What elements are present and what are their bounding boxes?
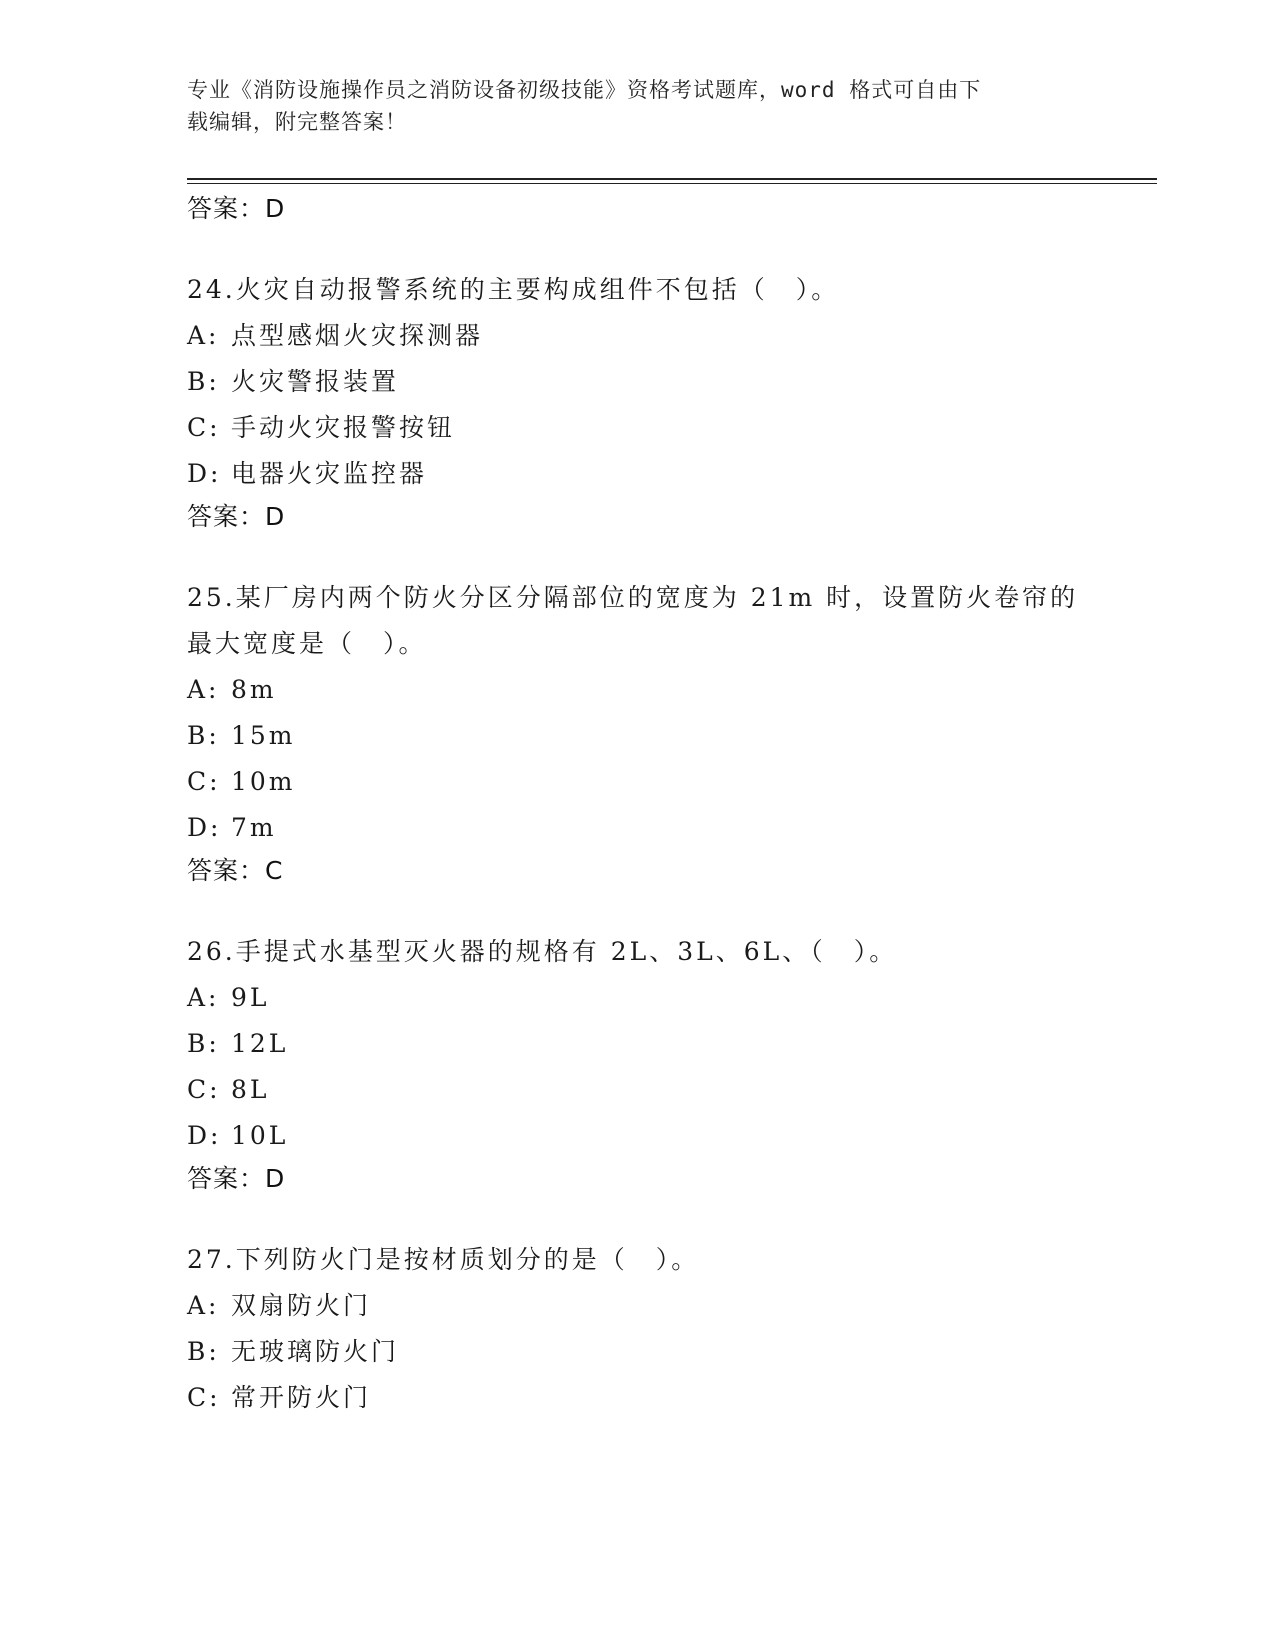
option-text: 15m <box>231 721 296 750</box>
option-letter: B: <box>187 367 220 396</box>
question-25 <box>187 575 1147 887</box>
option-c <box>187 1375 1147 1421</box>
option-text: 7m <box>231 813 277 842</box>
question-text: 24.火灾自动报警系统的主要构成组件不包括（ ）。 <box>187 275 840 304</box>
option-letter: A: <box>187 983 220 1012</box>
option-c <box>187 759 1147 805</box>
option-a <box>187 975 1147 1021</box>
header-divider-thin <box>187 183 1157 184</box>
option-d <box>187 805 1147 851</box>
answer-line: 答案：D <box>187 194 286 223</box>
answer-line: 答案：D <box>187 502 286 531</box>
header-line-2: 载编辑，附完整答案！ <box>187 110 407 134</box>
question-text: 27.下列防火门是按材质划分的是（ ）。 <box>187 1245 700 1274</box>
option-letter: C: <box>187 413 221 442</box>
option-a <box>187 1283 1147 1329</box>
option-text: 点型感烟火灾探测器 <box>231 321 484 350</box>
option-letter: B: <box>187 1029 220 1058</box>
document-header <box>187 74 1067 138</box>
header-divider-thick <box>187 178 1157 180</box>
option-text: 无玻璃防火门 <box>231 1337 400 1366</box>
option-letter: C: <box>187 1075 221 1104</box>
option-text: 9L <box>231 983 270 1012</box>
option-letter: A: <box>187 1291 220 1320</box>
option-text: 10L <box>231 1121 289 1150</box>
option-letter: C: <box>187 767 221 796</box>
option-letter: A: <box>187 321 220 350</box>
question-27 <box>187 1237 1147 1421</box>
option-a <box>187 667 1147 713</box>
option-text: 8m <box>231 675 277 704</box>
option-b <box>187 1021 1147 1067</box>
option-b <box>187 1329 1147 1375</box>
option-letter: D: <box>187 813 222 842</box>
option-letter: B: <box>187 1337 220 1366</box>
option-text: 10m <box>231 767 296 796</box>
option-letter: C: <box>187 1383 221 1412</box>
option-b <box>187 359 1147 405</box>
option-b <box>187 713 1147 759</box>
question-24 <box>187 267 1147 533</box>
question-text-line-2: 最大宽度是（ ）。 <box>187 629 427 658</box>
option-c <box>187 405 1147 451</box>
option-c <box>187 1067 1147 1113</box>
option-text: 火灾警报装置 <box>231 367 400 396</box>
option-d <box>187 1113 1147 1159</box>
option-letter: A: <box>187 675 220 704</box>
option-text: 双扇防火门 <box>231 1291 372 1320</box>
question-text-line-1: 25.某厂房内两个防火分区分隔部位的宽度为 21m 时，设置防火卷帘的 <box>187 583 1079 612</box>
header-line-1: 专业《消防设施操作员之消防设备初级技能》资格考试题库，word 格式可自由下 <box>187 78 982 102</box>
question-text: 26.手提式水基型灭火器的规格有 2L、3L、6L、（ ）。 <box>187 937 898 966</box>
question-26 <box>187 929 1147 1195</box>
answer-line: 答案：C <box>187 856 284 885</box>
option-letter: D: <box>187 1121 222 1150</box>
question-list <box>187 193 1147 1421</box>
option-d <box>187 451 1147 497</box>
answer-line: 答案：D <box>187 1164 286 1193</box>
option-text: 12L <box>231 1029 289 1058</box>
option-text: 手动火灾报警按钮 <box>231 413 456 442</box>
option-letter: B: <box>187 721 220 750</box>
option-text: 8L <box>231 1075 270 1104</box>
option-text: 常开防火门 <box>231 1383 372 1412</box>
option-letter: D: <box>187 459 222 488</box>
option-a <box>187 313 1147 359</box>
option-text: 电器火灾监控器 <box>231 459 428 488</box>
